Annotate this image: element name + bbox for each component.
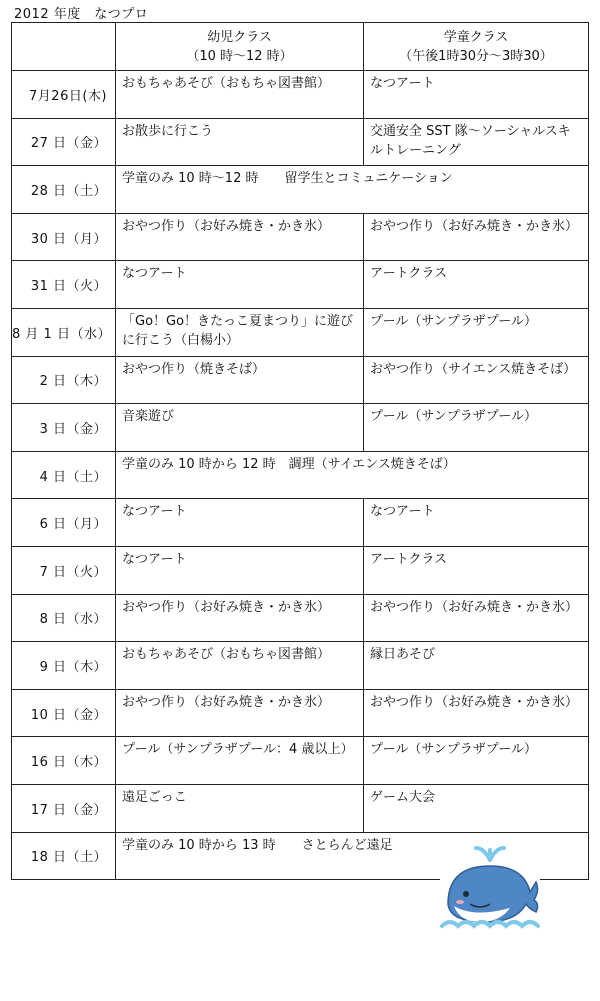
school-activity-cell: アートクラス	[364, 261, 589, 309]
school-activity-cell: プール（サンプラザプール）	[364, 404, 589, 452]
young-activity-cell: 音楽遊び	[116, 404, 364, 452]
table-row	[12, 737, 589, 785]
table-row	[12, 642, 589, 690]
school-activity-cell: おやつ作り（サイエンス焼きそば）	[364, 356, 589, 404]
school-activity-cell: ゲーム大会	[364, 784, 589, 832]
date-cell: 8 月 1 日（水）	[12, 308, 116, 356]
date-cell: 18 日（土）	[12, 832, 116, 880]
table-row	[12, 356, 589, 404]
merged-activity-cell: 学童のみ 10 時から 13 時 さとらんど遠足	[116, 832, 589, 880]
header-date-column	[12, 23, 116, 71]
date-cell: 7月26日(木)	[12, 71, 116, 119]
table-row	[12, 166, 589, 214]
table-header-row	[12, 23, 589, 71]
table-row	[12, 689, 589, 737]
young-activity-cell: おやつ作り（お好み焼き・かき氷）	[116, 689, 364, 737]
young-activity-cell: プール（サンプラザプール：4 歳以上）	[116, 737, 364, 785]
schedule-table	[11, 22, 589, 880]
school-activity-cell: プール（サンプラザプール）	[364, 308, 589, 356]
table-row	[12, 404, 589, 452]
table-row	[12, 499, 589, 547]
table-row	[12, 546, 589, 594]
date-cell: 6 日（月）	[12, 499, 116, 547]
date-cell: 9 日（木）	[12, 642, 116, 690]
merged-activity-cell: 学童のみ 10 時～12 時 留学生とコミュニケーション	[116, 166, 589, 214]
date-cell: 7 日（火）	[12, 546, 116, 594]
young-activity-cell: なつアート	[116, 546, 364, 594]
date-cell: 16 日（木）	[12, 737, 116, 785]
schedule-body	[12, 71, 589, 880]
header-young-title: 幼児クラス	[207, 29, 272, 45]
table-row	[12, 308, 589, 356]
header-school-hours: （午後1時30分～3時30）	[399, 48, 553, 64]
date-cell: 8 日（水）	[12, 594, 116, 642]
school-activity-cell: おやつ作り（お好み焼き・かき氷）	[364, 689, 589, 737]
date-cell: 28 日（土）	[12, 166, 116, 214]
young-activity-cell: 遠足ごっこ	[116, 784, 364, 832]
table-row	[12, 213, 589, 261]
young-activity-cell: なつアート	[116, 261, 364, 309]
whale-icon	[440, 842, 540, 932]
header-school-class	[364, 23, 589, 71]
table-row	[12, 118, 589, 166]
young-activity-cell: おやつ作り（焼きそば）	[116, 356, 364, 404]
young-activity-cell: おもちゃあそび（おもちゃ図書館）	[116, 71, 364, 119]
table-row	[12, 261, 589, 309]
merged-activity-cell: 学童のみ 10 時から 12 時 調理（サイエンス焼きそば）	[116, 451, 589, 499]
date-cell: 31 日（火）	[12, 261, 116, 309]
school-activity-cell: おやつ作り（お好み焼き・かき氷）	[364, 213, 589, 261]
table-row	[12, 451, 589, 499]
header-school-title: 学童クラス	[443, 29, 509, 45]
table-row	[12, 594, 589, 642]
school-activity-cell: おやつ作り（お好み焼き・かき氷）	[364, 594, 589, 642]
school-activity-cell: プール（サンプラザプール）	[364, 737, 589, 785]
young-activity-cell: 「Go！Go！きたっこ夏まつり」に遊びに行こう（白楊小）	[116, 308, 364, 356]
school-activity-cell: 縁日あそび	[364, 642, 589, 690]
school-activity-cell: アートクラス	[364, 546, 589, 594]
date-cell: 2 日（木）	[12, 356, 116, 404]
young-activity-cell: なつアート	[116, 499, 364, 547]
document-title: 2012 年度 なつプロ	[14, 7, 149, 22]
header-young-hours: （10 時～12 時）	[186, 48, 293, 64]
young-activity-cell: おもちゃあそび（おもちゃ図書館）	[116, 642, 364, 690]
date-cell: 3 日（金）	[12, 404, 116, 452]
table-row	[12, 784, 589, 832]
school-activity-cell: 交通安全 SST 隊～ソーシャルスキルトレーニング	[364, 118, 589, 166]
date-cell: 10 日（金）	[12, 689, 116, 737]
school-activity-cell: なつアート	[364, 499, 589, 547]
school-activity-cell: なつアート	[364, 71, 589, 119]
date-cell: 30 日（月）	[12, 213, 116, 261]
young-activity-cell: おやつ作り（お好み焼き・かき氷）	[116, 213, 364, 261]
young-activity-cell: お散歩に行こう	[116, 118, 364, 166]
table-row	[12, 71, 589, 119]
date-cell: 27 日（金）	[12, 118, 116, 166]
header-young-class	[116, 23, 364, 71]
date-cell: 17 日（金）	[12, 784, 116, 832]
date-cell: 4 日（土）	[12, 451, 116, 499]
young-activity-cell: おやつ作り（お好み焼き・かき氷）	[116, 594, 364, 642]
